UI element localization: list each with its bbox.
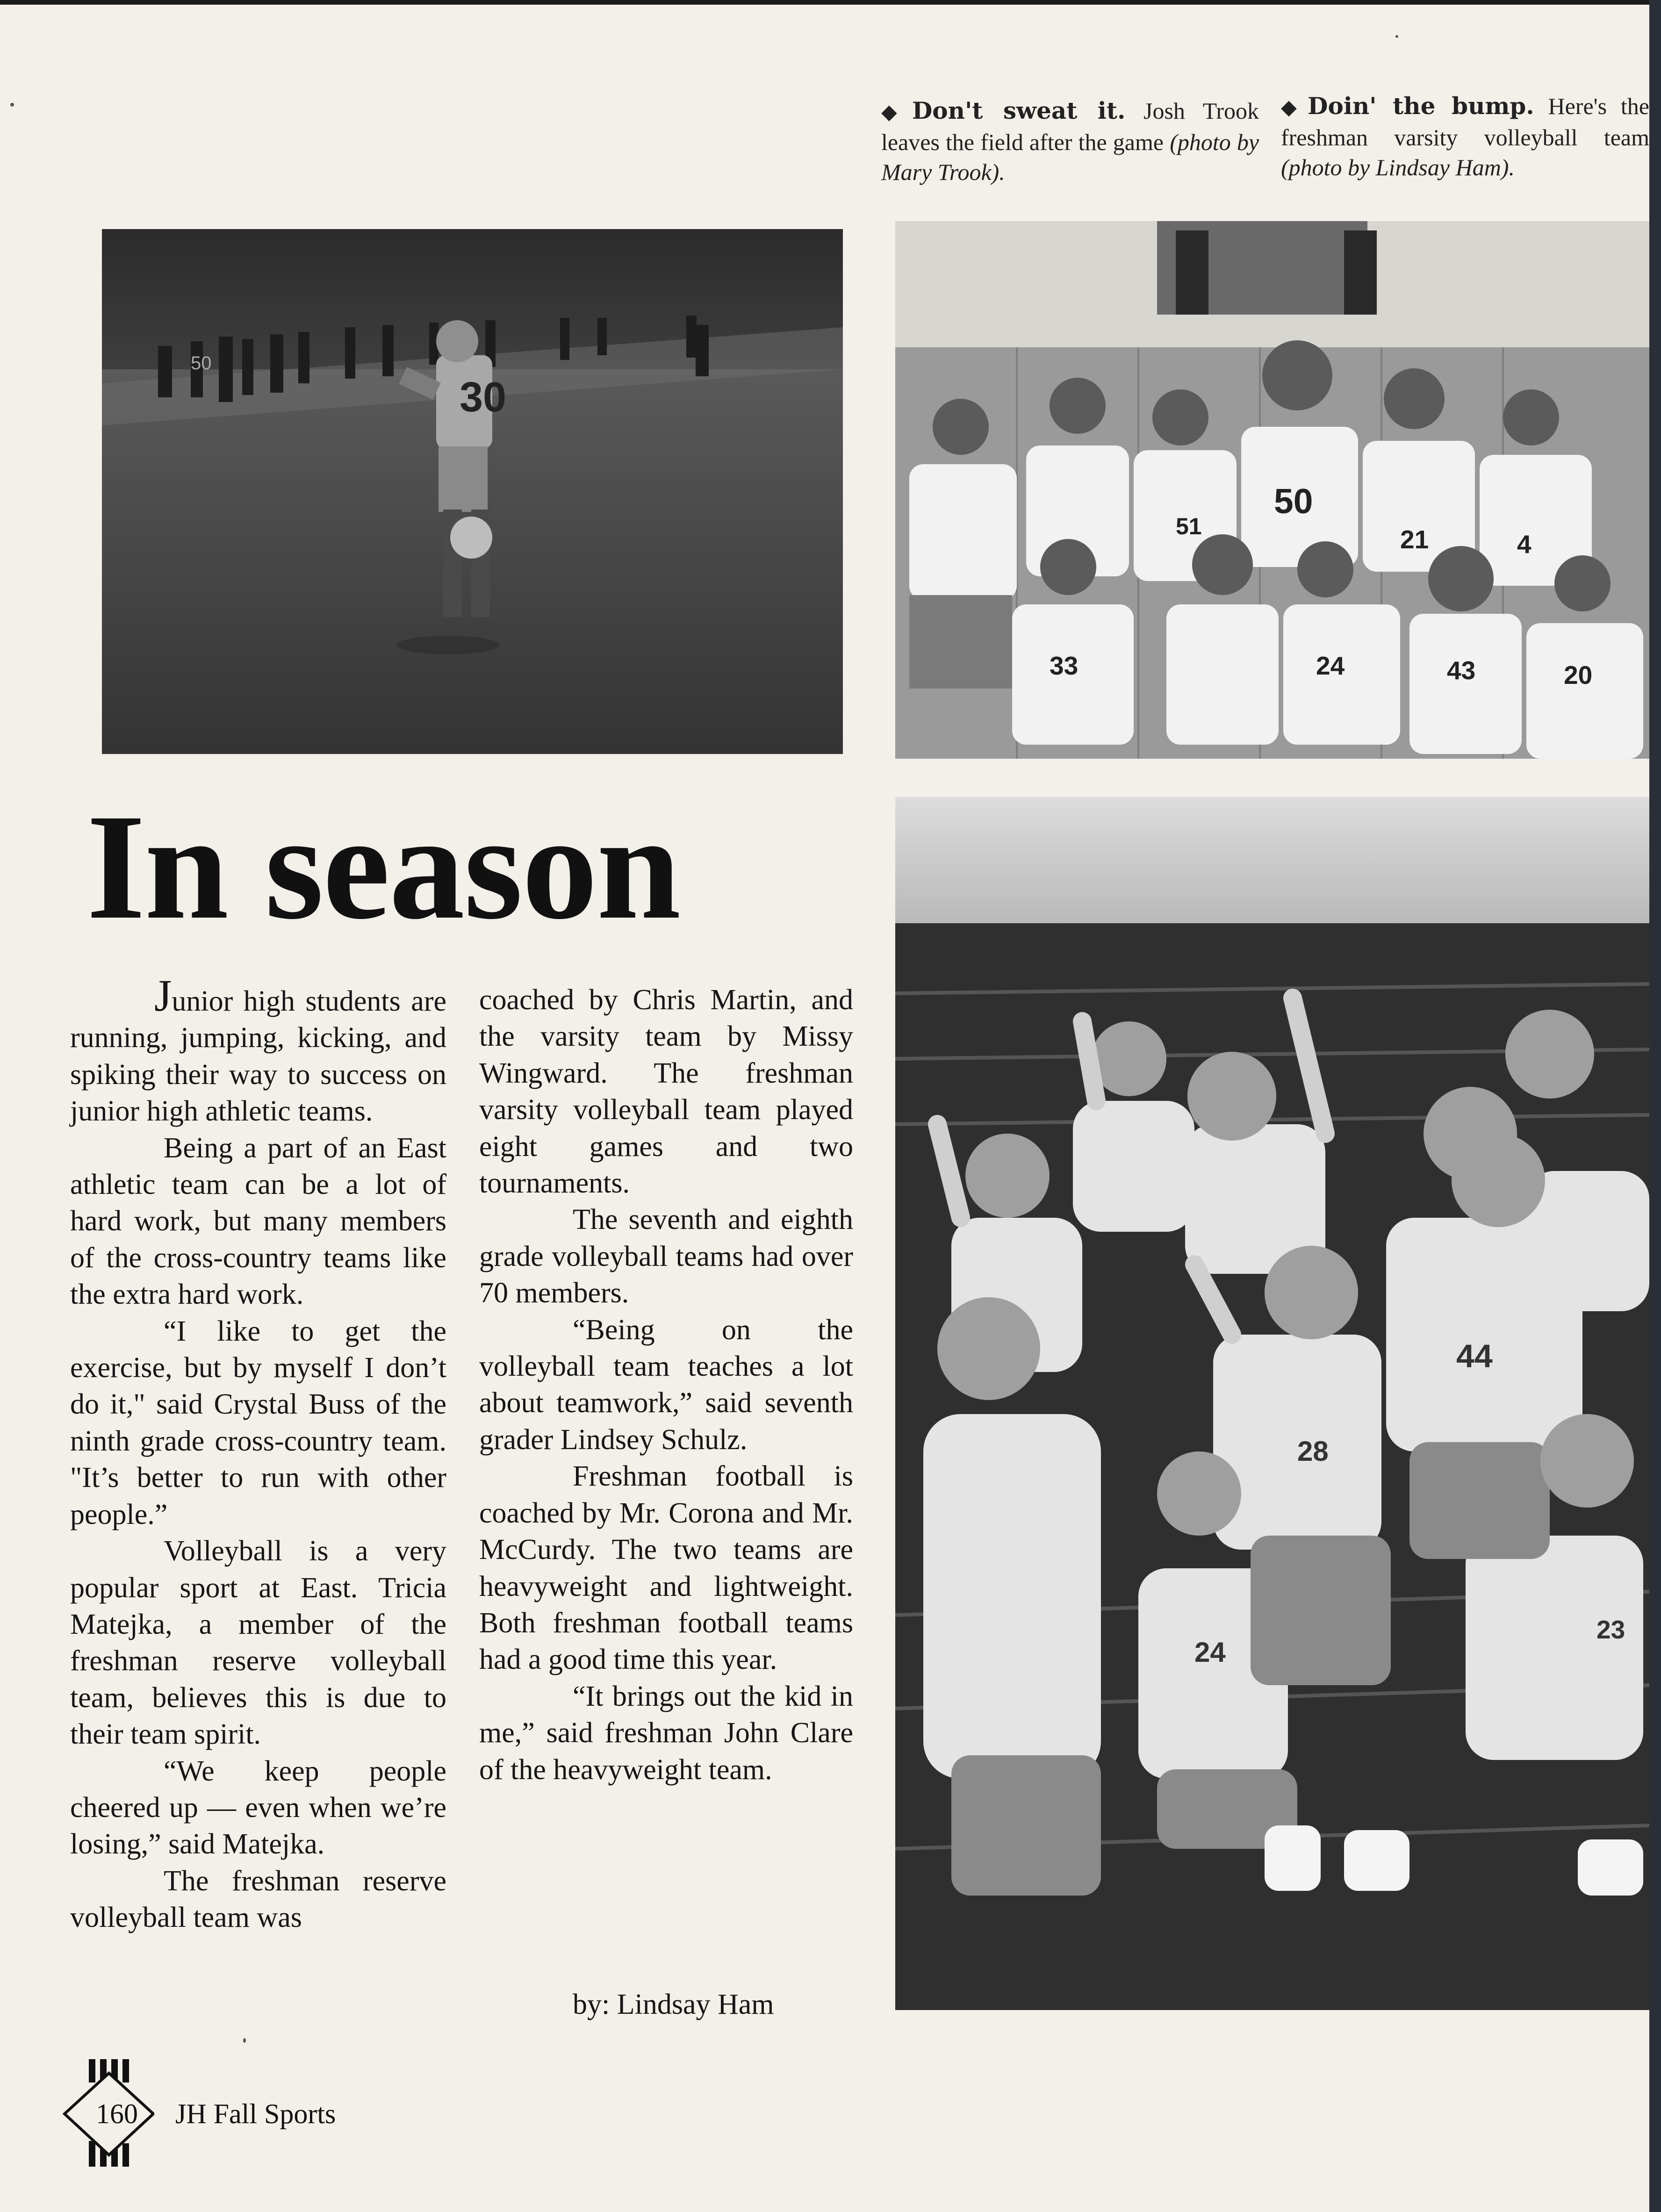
article-paragraph: The seventh and eighth grade volleyball teams had over 70 members. <box>479 1204 853 1309</box>
football-photo <box>102 229 843 754</box>
jersey-number: 21 <box>1400 525 1429 554</box>
article-paragraph: Volleyball is a very popular sport at East. Tricia Matejka, a member of the freshman reserve volleyball team, believes this is due to their team spirit. <box>70 1535 446 1751</box>
byline: by: Lindsay Ham <box>573 1989 774 2020</box>
article-paragraph: “I like to get the exercise, but by myself I don’t do it," said Crystal Buss of the ninth grade cross-country team. "It’s better to run with other people.” <box>70 1315 446 1530</box>
article-paragraph: Being a part of an East athletic team can be a lot of hard work, but many members of the cross-country teams like the extra hard work. <box>70 1132 446 1311</box>
jersey-number: 28 <box>1297 1436 1329 1467</box>
article-paragraph: “It brings out the kid in me,” said freshman John Clare of the heavyweight team. <box>479 1680 853 1786</box>
caption-volleyball-credit: (photo by Lindsay Ham). <box>1281 154 1515 180</box>
article-paragraph: coached by Chris Martin, and the varsity team by Missy Wingward. The freshman varsity volleyball team played eight games and two tournaments. <box>479 984 853 1199</box>
jersey-number: 50 <box>1274 481 1313 521</box>
page-number: 160 <box>96 2098 138 2129</box>
scan-speck <box>10 103 14 107</box>
jersey-number: 44 <box>1456 1338 1493 1374</box>
football-photo-image <box>102 229 843 754</box>
article-column-2 <box>479 982 853 1788</box>
caption-football-text: Josh Trook leaves the field after the game <box>881 98 1259 155</box>
jersey-number: 51 <box>1176 513 1202 539</box>
volleyball-team-photo <box>895 221 1649 759</box>
caption-volleyball <box>1281 91 1649 182</box>
diamond-bullet-icon: ◆ <box>881 101 909 123</box>
jersey-number: 43 <box>1447 656 1476 685</box>
drop-cap: J <box>154 970 172 1020</box>
article-paragraph: The freshman reserve volleyball team was <box>70 1865 446 1934</box>
caption-volleyball-text: Here's the freshman varsity volleyball team <box>1281 93 1649 151</box>
jersey-number: 23 <box>1596 1615 1625 1644</box>
article-paragraph <box>70 970 446 1130</box>
binding-edge <box>1649 0 1661 2212</box>
article-paragraph: Freshman football is coached by Mr. Corona and Mr. McCurdy. The two teams are heavyweight and lightweight. Both freshman football teams had a good time this year. <box>479 1460 853 1676</box>
back-player-number: 50 <box>191 353 212 373</box>
caption-football-title: Don't sweat it. <box>912 97 1126 124</box>
article-paragraph-text: unior high students are running, jumping, kicking, and spiking their way to success on junior high athletic teams. <box>70 985 446 1128</box>
caption-football-credit: (photo by Mary Trook). <box>881 129 1259 185</box>
jersey-number: 24 <box>1316 651 1345 680</box>
jersey-number: 24 <box>1194 1637 1226 1668</box>
jersey-number: 20 <box>1564 661 1593 689</box>
volleyball-team-image <box>895 221 1649 759</box>
bleachers-photo <box>895 797 1649 2010</box>
article-paragraph: “Being on the volleyball team teaches a lot about teamwork,” said seventh grader Lindsey Schulz. <box>479 1314 853 1456</box>
article-column-1 <box>70 970 446 1936</box>
jersey-number: 4 <box>1517 530 1532 559</box>
caption-football <box>881 96 1259 187</box>
scan-speck <box>243 2038 246 2043</box>
caption-volleyball-title: Doin' the bump. <box>1308 92 1534 120</box>
player-jersey-number: 30 <box>460 374 507 421</box>
top-edge-rule <box>0 0 1661 5</box>
headline: In season <box>86 783 680 951</box>
scan-speck <box>1395 35 1398 38</box>
article-paragraph: “We keep people cheered up — even when we’re losing,” said Matejka. <box>70 1755 446 1860</box>
section-label: JH Fall Sports <box>175 2098 336 2129</box>
bleachers-image <box>895 797 1649 2010</box>
jersey-number: 33 <box>1050 651 1079 680</box>
diamond-bullet-icon: ◆ <box>1281 96 1305 119</box>
